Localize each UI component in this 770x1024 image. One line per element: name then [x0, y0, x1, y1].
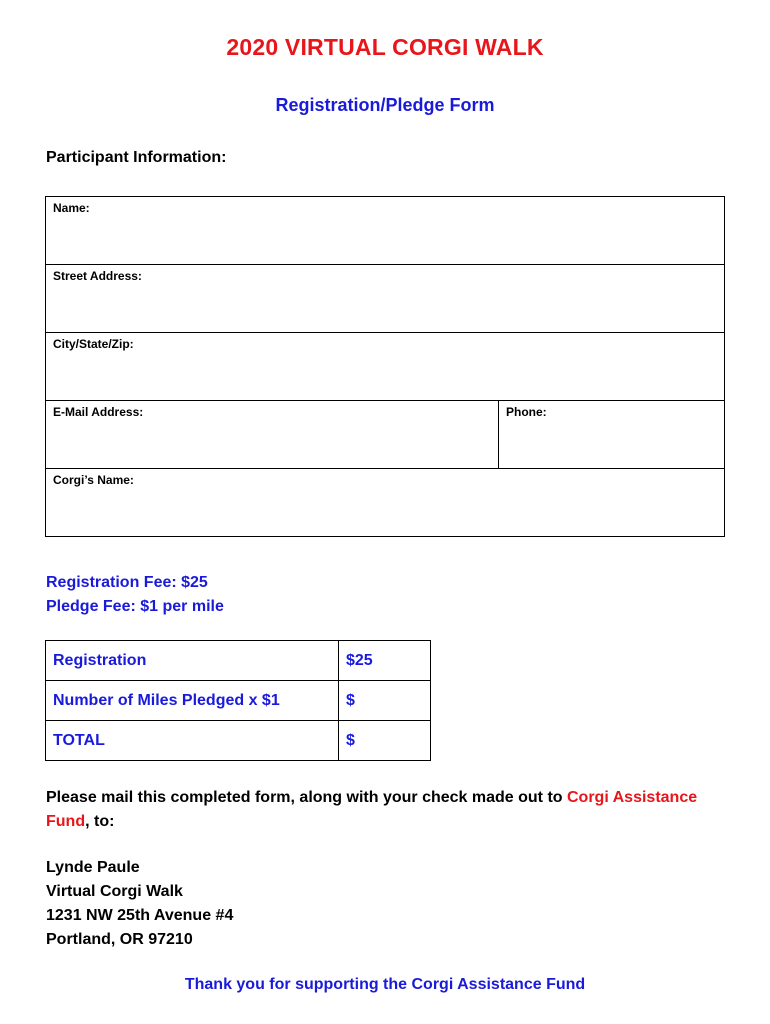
address-line: Lynde Paule — [46, 859, 140, 876]
payee-name: Corgi Assistance Fund — [46, 789, 698, 830]
street-address-label: Street Address: — [53, 269, 142, 283]
email-label: E-Mail Address: — [53, 405, 144, 419]
table-row — [46, 641, 431, 681]
total-row-label: TOTAL — [46, 721, 339, 761]
participant-info-table — [45, 196, 725, 537]
participant-heading: Participant Information: — [46, 149, 227, 166]
phone-label: Phone: — [506, 405, 547, 419]
total-row-value[interactable]: $ — [339, 721, 431, 761]
name-field[interactable] — [46, 197, 725, 265]
pledge-fee-text: Pledge Fee: $1 per mile — [46, 598, 224, 615]
miles-pledged-row-value[interactable]: $ — [339, 681, 431, 721]
city-state-zip-label: City/State/Zip: — [53, 337, 134, 351]
thank-you-note: Thank you for supporting the Corgi Assistance Fund — [184, 976, 586, 993]
corgi-name-label: Corgi’s Name: — [53, 473, 134, 487]
city-state-zip-field[interactable] — [46, 333, 725, 401]
mailing-address — [46, 856, 233, 952]
phone-field[interactable] — [499, 401, 725, 469]
address-line: 1231 NW 25th Avenue #4 — [46, 907, 234, 924]
form-title: 2020 VIRTUAL CORGI WALK — [226, 34, 544, 60]
street-address-field[interactable] — [46, 265, 725, 333]
mailing-text-before: Please mail this completed form, along with your check made out to — [46, 789, 567, 806]
corgi-name-field[interactable] — [46, 469, 725, 537]
name-label: Name: — [53, 201, 90, 215]
miles-pledged-row-label: Number of Miles Pledged x $1 — [46, 681, 339, 721]
address-line: Portland, OR 97210 — [46, 931, 193, 948]
fee-table — [45, 640, 431, 761]
mailing-text-after: , to: — [85, 813, 115, 830]
email-field[interactable] — [46, 401, 499, 469]
registration-fee-text: Registration Fee: $25 — [46, 574, 208, 591]
mailing-instructions — [46, 786, 736, 834]
table-row — [46, 721, 431, 761]
address-line: Virtual Corgi Walk — [46, 883, 183, 900]
registration-row-label: Registration — [46, 641, 339, 681]
table-row — [46, 681, 431, 721]
fee-info — [46, 571, 224, 619]
registration-row-value[interactable]: $25 — [339, 641, 431, 681]
form-subtitle: Registration/Pledge Form — [275, 95, 495, 115]
